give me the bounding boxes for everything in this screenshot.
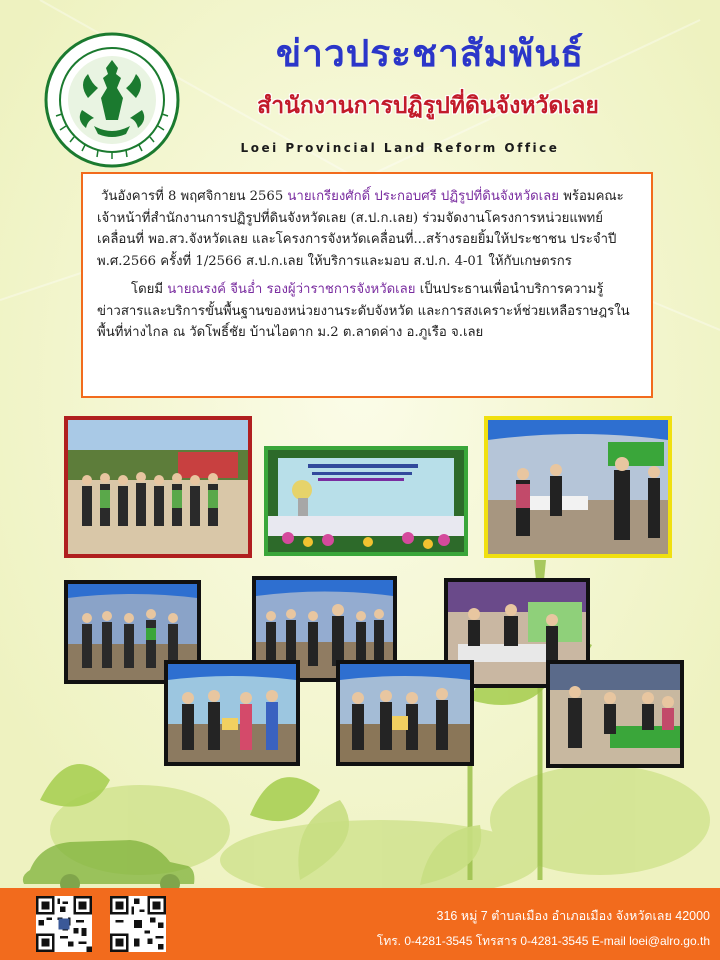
footer-contact: โทร. 0-4281-3545 โทรสาร 0-4281-3545 E-mail loei@alro.go.th [376, 934, 710, 948]
article-highlight-official: นายเกรียงศักดิ์ ประกอบศรี ปฏิรูปที่ดินจังหวัดเลย [287, 189, 559, 204]
photo-service-booth [484, 416, 672, 558]
footer-address: 316 หมู่ 7 ตำบลเมือง อำเภอเมือง จังหวัดเลย 42000 [436, 909, 710, 923]
photo-seated-people [546, 660, 684, 768]
qr-code-line-icon[interactable] [110, 896, 166, 952]
photo-handover-1 [164, 660, 300, 766]
article-highlight-chair: นายณรงค์ จีนอ่ำ รองผู้ว่าราชการจังหวัดเลย [167, 282, 416, 297]
photo-group-outdoor [64, 416, 252, 558]
logo-text [42, 30, 43, 31]
article-intro-2: โดยมี [131, 282, 164, 297]
photo-handover-2 [336, 660, 474, 766]
article-body-2: เป็นประธานเพื่อนำบริการความรู้ข่าวสารและบริการขั้นพื้นฐานของหน่วยงานระดับจังหวัด และการสงเคราะห์ช่วยเหลือราษฎรในพื้นที่ห่างไกล ณ วัดโพธิ์ชัย บ้านไอตาก ม.2 ต.ลาดค่าง อ.ภูเรือ จ.เลย [97, 282, 630, 340]
logo-emblem-icon [42, 30, 182, 170]
logo [42, 30, 182, 170]
footer [0, 888, 720, 960]
page-title: ข่าวประชาสัมพันธ์ [275, 32, 585, 75]
article-date: วันอังคารที่ 8 พฤศจิกายน 2565 [101, 189, 284, 204]
photo-stage-banner [264, 446, 468, 556]
article-paragraph-1 [97, 186, 637, 272]
article-body-1: พร้อมคณะเจ้าหน้าที่สำนักงานการปฏิรูปที่ดินจังหวัดเลย (ส.ป.ก.เลย) ร่วมจัดงานโครงการหน่วยแพทย์เคลื่อนที่ พอ.สว.จังหวัดเลย และโครงการจังหวัดเคลื่อนที่...สร้างรอยยิ้มให้ประชาชน ประจำปี พ.ศ.2566 ครั้งที่ 1/2566 ส.ป.ก.เลย ให้บริการและมอบ ส.ป.ก. 4-01 ให้กับเกษตรกร [97, 189, 624, 269]
office-english-name: Loei Provincial Land Reform Office [240, 141, 560, 155]
news-article [81, 172, 653, 398]
qr-code-facebook-icon[interactable] [36, 896, 92, 952]
article-paragraph-2 [97, 279, 637, 344]
page-subtitle: สำนักงานการปฏิรูปที่ดินจังหวัดเลย [257, 93, 599, 119]
